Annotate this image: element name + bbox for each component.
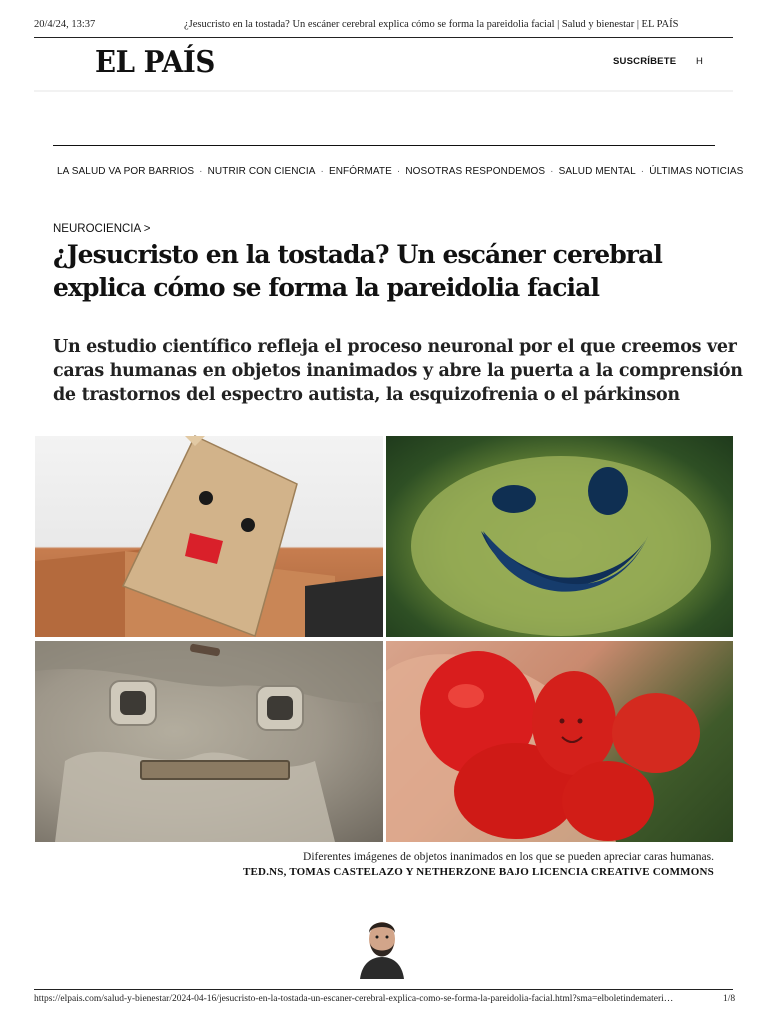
menu-link[interactable]: H	[696, 56, 703, 67]
print-page-title: ¿Jesucristo en la tostada? Un escáner cerebral explica cómo se forma la pareidolia facial | Salud y bienestar | EL PAÍS	[184, 19, 679, 30]
nav-item-salud-barrios[interactable]: LA SALUD VA POR BARRIOS	[57, 166, 195, 177]
lake-smiley-illustration	[386, 436, 733, 637]
cardboard-box-illustration	[35, 436, 383, 637]
subhead-line-3: de trastornos del espectro autista, la esquizofrenia o el párkinson	[53, 385, 680, 405]
nav-divider	[53, 145, 715, 146]
nav-separator: ·	[550, 166, 554, 177]
subscribe-link[interactable]: SUSCRÍBETE	[613, 56, 677, 67]
tomato-face-photo	[386, 641, 733, 842]
nav-separator: ·	[199, 166, 203, 177]
headline-line-1: ¿Jesucristo en la tostada? Un escáner cerebral	[53, 240, 662, 269]
wall-face-illustration	[35, 641, 383, 842]
print-header	[0, 0, 768, 36]
headline-line-2: explica cómo se forma la pareidolia facial	[53, 273, 600, 302]
cardboard-box-face-photo	[35, 436, 383, 637]
nav-separator: ·	[640, 166, 645, 177]
nav-item-nosotras[interactable]: NOSOTRAS RESPONDEMOS	[405, 166, 546, 177]
header-divider	[34, 37, 733, 38]
author-avatar[interactable]	[358, 911, 406, 979]
article-subhead	[53, 335, 743, 407]
article-headline	[53, 238, 733, 304]
subhead-line-1: Un estudio científico refleja el proceso neuronal por el que creemos ver	[53, 337, 737, 357]
subhead-line-2: caras humanas en objetos inanimados y abre la puerta a la comprensión	[53, 361, 743, 381]
print-datetime: 20/4/24, 13:37	[34, 19, 96, 30]
nav-separator: ·	[396, 166, 401, 177]
author-portrait-icon	[358, 911, 406, 979]
image-caption: Diferentes imágenes de objetos inanimados en los que se pueden apreciar caras humanas.	[303, 851, 714, 863]
print-page-number: 1/8	[723, 994, 736, 1004]
lead-image-mosaic	[35, 436, 733, 842]
tomato-illustration	[386, 641, 733, 842]
section-kicker[interactable]: NEUROCIENCIA >	[53, 223, 151, 235]
nav-separator: ·	[320, 166, 324, 177]
header-shadow	[34, 90, 733, 92]
nav-item-nutrir[interactable]: NUTRIR CON CIENCIA	[207, 166, 316, 177]
nav-item-ultimas[interactable]: ÚLTIMAS NOTICIAS	[649, 166, 744, 177]
section-nav	[57, 166, 744, 177]
footer-divider	[34, 989, 733, 990]
print-url: https://elpais.com/salud-y-bienestar/2024-04-16/jesucristo-en-la-tostada-un-escaner-cerebral-explica-como-se-forma-la-pareidolia-facial.html?sma=elboletindemateri…	[34, 994, 674, 1004]
lake-face-aerial-photo	[386, 436, 733, 637]
image-credit: TED.NS, TOMAS CASTELAZO Y NETHERZONE BAJO LICENCIA CREATIVE COMMONS	[242, 866, 714, 878]
wall-face-photo	[35, 641, 383, 842]
nav-item-salud-mental[interactable]: SALUD MENTAL	[558, 166, 636, 177]
nav-item-enformate[interactable]: ENFÓRMATE	[328, 166, 392, 177]
site-logo[interactable]: EL PAÍS	[95, 45, 215, 80]
